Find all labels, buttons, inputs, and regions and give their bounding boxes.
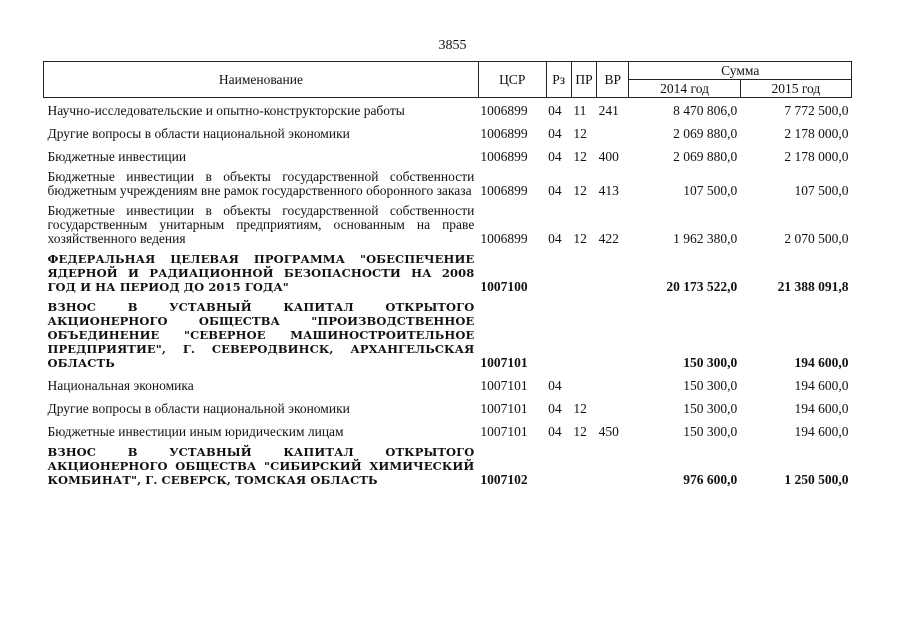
cell-name: Бюджетные инвестиции иным юридическим лицам bbox=[47, 424, 344, 439]
cell-pr: 12 bbox=[573, 126, 587, 141]
cell-pr: 12 bbox=[573, 401, 587, 416]
cell-rz: 04 bbox=[548, 401, 562, 416]
cell-csr: 1007102 bbox=[480, 472, 528, 487]
cell-vr bbox=[597, 249, 629, 297]
cell-2015: 21 388 091,8 bbox=[777, 279, 849, 294]
cell-pr: 12 bbox=[573, 231, 587, 246]
cell-2014: 8 470 806,0 bbox=[673, 103, 738, 118]
cell-vr bbox=[597, 442, 629, 490]
table-row bbox=[44, 396, 852, 419]
header-sum: Сумма bbox=[629, 62, 852, 80]
cell-2014: 150 300,0 bbox=[683, 401, 738, 416]
cell-csr: 1007100 bbox=[480, 279, 528, 294]
cell-csr: 1006899 bbox=[480, 126, 528, 141]
cell-2015: 194 600,0 bbox=[794, 355, 849, 370]
table-row bbox=[44, 442, 852, 490]
header-name: Наименование bbox=[44, 62, 479, 98]
cell-2014: 2 069 880,0 bbox=[673, 149, 738, 164]
cell-rz bbox=[546, 442, 571, 490]
cell-2014: 107 500,0 bbox=[683, 183, 738, 198]
cell-rz bbox=[546, 249, 571, 297]
cell-vr: 241 bbox=[598, 103, 619, 118]
cell-name: Бюджетные инвестиции в объекты государственной собственности бюджетным учреждениям вне рамок государственного оборонного заказа bbox=[47, 169, 475, 198]
cell-vr: 413 bbox=[598, 183, 619, 198]
cell-name: Бюджетные инвестиции bbox=[47, 149, 187, 164]
cell-rz: 04 bbox=[548, 103, 562, 118]
cell-csr: 1007101 bbox=[480, 378, 528, 393]
cell-csr: 1007101 bbox=[480, 401, 528, 416]
cell-csr: 1007101 bbox=[480, 355, 528, 370]
cell-2014: 150 300,0 bbox=[683, 424, 738, 439]
cell-2014: 976 600,0 bbox=[683, 472, 738, 487]
cell-rz: 04 bbox=[548, 126, 562, 141]
page-number: 3855 bbox=[438, 38, 467, 53]
cell-2015: 194 600,0 bbox=[794, 378, 849, 393]
cell-rz: 04 bbox=[548, 424, 562, 439]
cell-name: ВЗНОС В УСТАВНЫЙ КАПИТАЛ ОТКРЫТОГО АКЦИОНЕРНОГО ОБЩЕСТВА "ПРОИЗВОДСТВЕННОЕ ОБЪЕДИНЕНИЕ "СЕВЕРНОЕ МАШИНОСТРОИТЕЛЬНОЕ ПРЕДПРИЯТИЕ", Г. СЕВЕРОДВИНСК, АРХАНГЕЛЬСКАЯ ОБЛАСТЬ bbox=[47, 300, 475, 370]
cell-rz: 04 bbox=[548, 231, 562, 246]
table-row bbox=[44, 373, 852, 396]
header-csr: ЦСР bbox=[478, 62, 546, 98]
table-header bbox=[44, 62, 852, 98]
header-year-2014: 2014 год bbox=[629, 80, 740, 98]
cell-csr: 1006899 bbox=[480, 103, 528, 118]
cell-csr: 1006899 bbox=[480, 231, 528, 246]
table-body bbox=[44, 98, 852, 491]
table-row bbox=[44, 249, 852, 297]
cell-2014: 2 069 880,0 bbox=[673, 126, 738, 141]
cell-2014: 20 173 522,0 bbox=[666, 279, 738, 294]
cell-name: Другие вопросы в области национальной экономики bbox=[47, 126, 350, 141]
cell-name: ВЗНОС В УСТАВНЫЙ КАПИТАЛ ОТКРЫТОГО АКЦИОНЕРНОГО ОБЩЕСТВА "СИБИРСКИЙ ХИМИЧЕСКИЙ КОМБИНАТ", Г. СЕВЕРСК, ТОМСКАЯ ОБЛАСТЬ bbox=[47, 445, 475, 487]
cell-vr: 400 bbox=[598, 149, 619, 164]
header-year-2015: 2015 год bbox=[740, 80, 851, 98]
header-pr: ПР bbox=[571, 62, 596, 98]
table-row bbox=[44, 121, 852, 144]
cell-name: Бюджетные инвестиции в объекты государственной собственности государственным унитарным предприятиям, основанным на праве хозяйственного ведения bbox=[47, 203, 475, 246]
budget-table bbox=[43, 61, 852, 490]
cell-2015: 2 178 000,0 bbox=[784, 149, 849, 164]
cell-pr bbox=[571, 373, 596, 396]
cell-2014: 150 300,0 bbox=[683, 378, 738, 393]
cell-2015: 7 772 500,0 bbox=[784, 103, 849, 118]
table-row bbox=[44, 201, 852, 249]
cell-rz: 04 bbox=[548, 149, 562, 164]
cell-vr bbox=[597, 396, 629, 419]
cell-vr bbox=[597, 297, 629, 373]
cell-pr: 12 bbox=[573, 183, 587, 198]
cell-vr bbox=[597, 121, 629, 144]
cell-rz bbox=[546, 297, 571, 373]
cell-pr bbox=[571, 297, 596, 373]
cell-2015: 2 178 000,0 bbox=[784, 126, 849, 141]
cell-2015: 194 600,0 bbox=[794, 424, 849, 439]
cell-pr bbox=[571, 249, 596, 297]
cell-2015: 194 600,0 bbox=[794, 401, 849, 416]
cell-pr: 12 bbox=[573, 149, 587, 164]
cell-name: Научно-исследовательские и опытно-конструкторские работы bbox=[47, 103, 405, 118]
cell-2014: 1 962 380,0 bbox=[673, 231, 738, 246]
cell-vr: 422 bbox=[598, 231, 619, 246]
cell-name: Другие вопросы в области национальной экономики bbox=[47, 401, 350, 416]
table-row bbox=[44, 144, 852, 167]
cell-2015: 107 500,0 bbox=[794, 183, 849, 198]
table-row bbox=[44, 167, 852, 201]
table-row bbox=[44, 419, 852, 442]
cell-2015: 2 070 500,0 bbox=[784, 231, 849, 246]
cell-pr: 12 bbox=[573, 424, 587, 439]
cell-2014: 150 300,0 bbox=[683, 355, 738, 370]
cell-2015: 1 250 500,0 bbox=[784, 472, 849, 487]
cell-csr: 1006899 bbox=[480, 149, 528, 164]
cell-csr: 1007101 bbox=[480, 424, 528, 439]
cell-rz: 04 bbox=[548, 378, 562, 393]
cell-name: ФЕДЕРАЛЬНАЯ ЦЕЛЕВАЯ ПРОГРАММА "ОБЕСПЕЧЕНИЕ ЯДЕРНОЙ И РАДИАЦИОННОЙ БЕЗОПАСНОСТИ НА 2008 ГОД И НА ПЕРИОД ДО 2015 ГОДА" bbox=[47, 252, 475, 294]
cell-csr: 1006899 bbox=[480, 183, 528, 198]
cell-vr: 450 bbox=[598, 424, 619, 439]
cell-rz: 04 bbox=[548, 183, 562, 198]
cell-name: Национальная экономика bbox=[47, 378, 194, 393]
cell-pr bbox=[571, 442, 596, 490]
table-row bbox=[44, 297, 852, 373]
header-rz: Рз bbox=[546, 62, 571, 98]
cell-vr bbox=[597, 373, 629, 396]
table-row bbox=[44, 98, 852, 122]
header-vr: ВР bbox=[597, 62, 629, 98]
cell-pr: 11 bbox=[573, 103, 587, 118]
